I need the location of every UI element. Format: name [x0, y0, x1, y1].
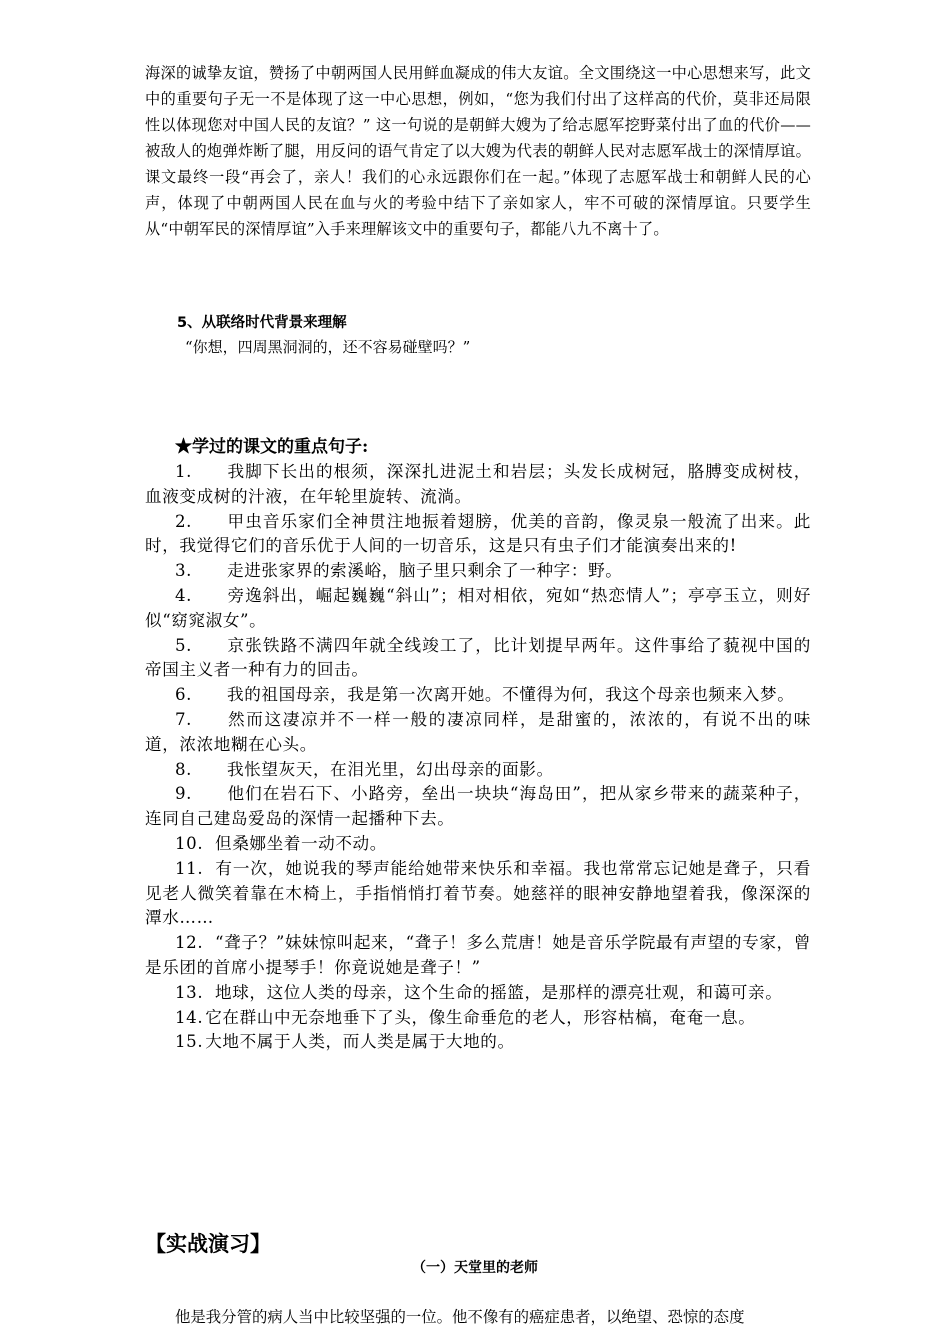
sentence-number: 13.: [175, 982, 204, 1002]
sentence-number: 8.: [175, 759, 193, 779]
sentence-number: 6.: [175, 685, 193, 705]
intro-paragraph: 海深的诚挚友谊，赞扬了中朝两国人民用鲜血凝成的伟大友谊。全文围绕这一中心思想来写，此文中的重要句子无一不是体现了这一中心思想，例如，“您为我们付出了这样高的代价，莫非还局限性以体现您对中国人民的友谊？” 这一句说的是朝鲜大嫂为了给志愿军挖野菜付出了血的代价——被敌人的炮弹炸断了腿，用反问的语气肯定了以大嫂为代表的朝鲜人民对志愿军战士的深情厚谊。课文最终一段“再会了，亲人！我们的心永远跟你们在一起。”体现了志愿军战士和朝鲜人民的心声，体现了中朝两国人民在血与火的考验中结下了亲如家人，牢不可破的深情厚谊。只要学生从“中朝军民的深情厚谊”入手来理解该文中的重要句子，都能八九不离十了。: [145, 64, 811, 238]
key-sentence-3: [145, 559, 811, 584]
sentence-text: 我怅望灰天，在泪光里，幻出母亲的面影。: [227, 759, 554, 779]
sentence-number: 9.: [175, 784, 193, 804]
sentence-number: 7.: [175, 709, 193, 729]
sentence-text: 旁逸斜出，崛起巍巍“斜山”；相对相依，宛如“热恋情人”；亭亭玉立，则好似“窈窕淑女”。: [145, 585, 811, 630]
article-title: （一）天堂里的老师: [412, 1260, 538, 1276]
sentence-number: 14.: [175, 1007, 204, 1027]
sentence-text: 地球，这位人类的母亲，这个生命的摇篮，是那样的漂亮壮观，和蔼可亲。: [215, 982, 783, 1002]
sentence-text: 我的祖国母亲，我是第一次离开她。不懂得为何，我这个母亲也频来入梦。: [227, 685, 795, 705]
sentence-text: 有一次，她说我的琴声能给她带来快乐和幸福。我也常常忘记她是聋子，只看见老人微笑着靠在木椅上，手指悄悄打着节奏。她慈祥的眼神安静地望着我，像深深的潭水……: [145, 858, 811, 928]
article-first-line: 他是我分管的病人当中比较坚强的一位。他不像有的癌症患者，以绝望、恐惊的态度: [175, 1308, 745, 1326]
sentence-number: 5.: [175, 635, 193, 655]
key-sentence-5: [145, 634, 811, 684]
section-5-quote: “你想，四周黑洞洞的，还不容易碰壁吗？”: [185, 338, 471, 356]
sentence-number: 12.: [175, 933, 204, 953]
sentence-number: 10.: [175, 833, 204, 853]
key-sentence-1: [145, 460, 811, 510]
sentence-text: “聋子？”妹妹惊叫起来，“聋子！多么荒唐！她是音乐学院最有声望的专家，曾是乐团的首席小提琴手！你竟说她是聋子！”: [145, 933, 811, 977]
key-sentence-2: [145, 510, 811, 560]
sentence-text: 然而这凄凉并不一样一般的凄凉同样，是甜蜜的，浓浓的，有说不出的味道，浓浓地糊在心头。: [145, 709, 811, 754]
key-sentence-7: [145, 708, 811, 758]
sentence-text: 我脚下长出的根须，深深扎进泥土和岩层；头发长成树冠，胳膊变成树枝，血液变成树的汁液，在年轮里旋转、流淌。: [145, 462, 811, 506]
sentence-text: 走进张家界的索溪峪，脑子里只剩余了一种字：野。: [227, 561, 623, 581]
sentence-text: 京张铁路不满四年就全线竣工了，比计划提早两年。这件事给了藐视中国的帝国主义者一种有力的回击。: [145, 635, 811, 680]
sentence-text: 大地不属于人类，而人类是属于大地的。: [205, 1032, 515, 1052]
sentence-number: 11.: [175, 858, 204, 878]
key-sentence-12: [145, 931, 811, 981]
section-5-heading: 5、从联络时代背景来理解: [177, 315, 347, 331]
key-sentence-15: [145, 1030, 811, 1055]
key-sentence-6: [145, 683, 811, 708]
sentence-text: 但桑娜坐着一动不动。: [215, 833, 387, 853]
key-sentence-11: [145, 857, 811, 931]
key-sentence-4: [145, 584, 811, 634]
key-sentence-14: [145, 1006, 811, 1031]
sentence-text: 他们在岩石下、小路旁，垒出一块块“海岛田”，把从家乡带来的蔬菜种子，连同自己建岛爱岛的深情一起播种下去。: [145, 784, 811, 829]
sentence-text: 甲虫音乐家们全神贯注地振着翅膀，优美的音韵，像灵泉一般流了出来。此时，我觉得它们的音乐优于人间的一切音乐，这是只有虫子们才能演奏出来的!: [145, 511, 811, 556]
sentence-number: 15.: [175, 1032, 204, 1052]
key-sentence-9: [145, 782, 811, 832]
practice-heading: 【实战演习】: [145, 1232, 271, 1256]
sentence-number: 1.: [175, 462, 193, 481]
key-sentence-13: [145, 981, 811, 1006]
key-sentence-10: [145, 832, 811, 857]
sentence-number: 3.: [175, 561, 193, 581]
sentence-number: 4.: [175, 585, 193, 605]
key-sentences-heading: ★学过的课文的重点句子:: [175, 437, 369, 457]
sentence-number: 2.: [175, 511, 193, 531]
key-sentence-8: [145, 758, 811, 783]
sentence-text: 它在群山中无奈地垂下了头，像生命垂危的老人，形容枯槁，奄奄一息。: [205, 1007, 756, 1027]
key-sentences-list: [145, 460, 811, 1055]
